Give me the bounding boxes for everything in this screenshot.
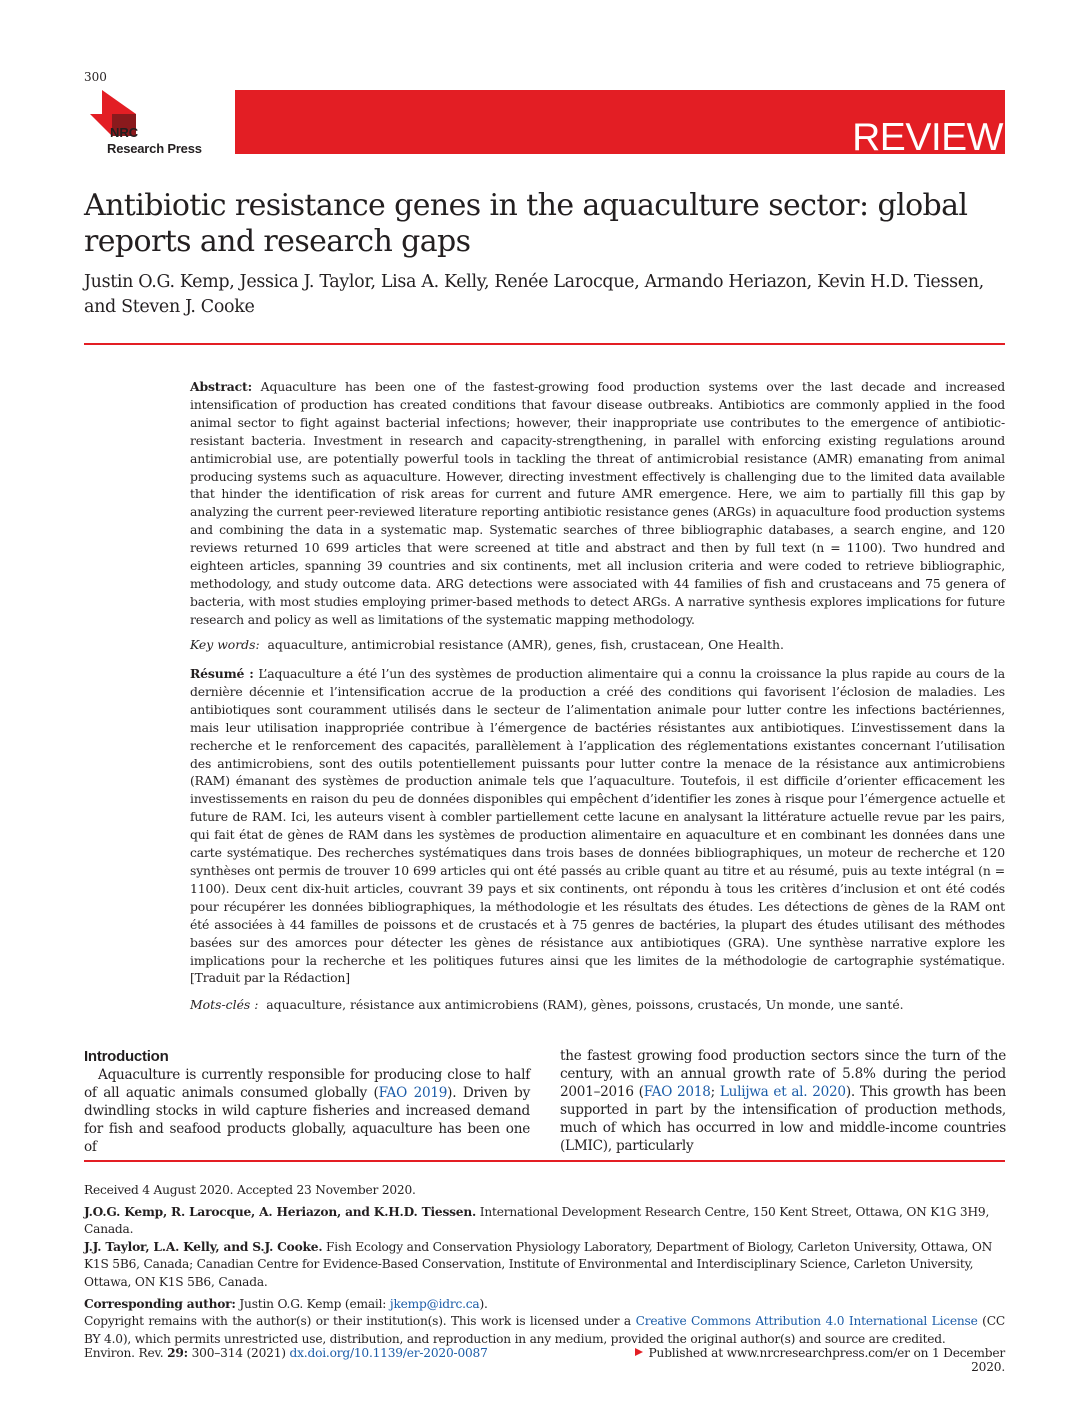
mots-cles-text: aquaculture, résistance aux antimicrobiens (RAM), gènes, poissons, crustacés, Un monde, une santé.	[266, 997, 904, 1012]
keywords	[190, 637, 1005, 652]
intro-text-part: the fastest growing food production sectors since the turn of the century, with an annual growth rate of 5.8% during the period 2001–2016 (	[560, 1048, 1006, 1100]
footnote-divider	[84, 1160, 1005, 1162]
intro-paragraph	[84, 1066, 530, 1156]
article-title: Antibiotic resistance genes in the aquaculture sector: global reports and research gaps	[84, 188, 968, 259]
publisher-name-line2: Research Press	[107, 141, 202, 156]
arrow-icon	[635, 1348, 643, 1356]
author-list: Justin O.G. Kemp, Jessica J. Taylor, Lisa A. Kelly, Renée Larocque, Armando Heriazon, Kevin H.D. Tiessen, and Steven J. Cooke	[84, 272, 984, 317]
copyright-notice	[84, 1313, 1005, 1348]
affiliation-names: J.J. Taylor, L.A. Kelly, and S.J. Cooke.	[84, 1239, 323, 1254]
header-divider	[84, 343, 1005, 345]
copyright-text: (CC BY 4.0), which permits unrestricted use, distribution, and reproduction in any medium, provided the original author(s) and source are credited.	[84, 1314, 1005, 1346]
publication-info	[630, 1346, 1005, 1374]
publisher-name-line1: NRC	[110, 125, 139, 140]
received-dates: Received 4 August 2020. Accepted 23 November 2020.	[84, 1183, 416, 1197]
footnotes	[84, 1182, 1005, 1348]
intro-text-part: ). Driven by dwindling stocks in wild capture fisheries and increased demand for fish and seafood products globally, aquaculture has been one of	[84, 1085, 530, 1155]
corresponding-text: Justin O.G. Kemp (email:	[235, 1296, 390, 1311]
intro-right-column	[560, 1047, 1006, 1155]
doi-link[interactable]: dx.doi.org/10.1139/er-2020-0087	[289, 1346, 488, 1360]
published-text: Published at www.nrcresearchpress.com/er on 1 December 2020.	[648, 1346, 1005, 1374]
affiliation-text: International Development Research Centre, 150 Kent Street, Ottawa, ON K1G 3H9, Canada.	[84, 1204, 990, 1237]
intro-left-column	[84, 1048, 530, 1156]
affiliation-2	[84, 1239, 1005, 1292]
mots-cles-label: Mots-clés :	[190, 997, 259, 1012]
abstract-text: Aquaculture has been one of the fastest-growing food production systems over the last decade and increased intensification of production has created conditions that favour disease outbreaks. Antibiotics are commonly applied in the food animal sector to fight against bacterial infections; however, their inappropriate use contributes to the emergence of antibiotic-resistant bacteria. Investment in research and capacity-strengthening, in parallel with enforcing existing regulations around antimicrobial use, are potentially powerful tools in tackling the threat of antimicrobial resistance (AMR) emanating from animal producing systems such as aquaculture. However, directing investment effectively is challenging due to the limited data available that hinder the identification of risk areas for current and future AMR emergence. Here, we aim to partially fill this gap by analyzing the current peer-reviewed literature reporting antibiotic resistance genes (ARGs) in aquaculture food production systems and combining the data in a systematic map. Systematic searches of three bibliographic databases, a search engine, and 120 reviews returned 10 699 articles that were screened at title and abstract and then by full text (n = 1100). Two hundred and eighteen articles, spanning 39 countries and six continents, met all inclusion criteria and were coded to retrieve bibliographic, methodology, and study outcome data. ARG detections were associated with 44 families of fish and crustaceans and 75 genera of bacteria, with most studies employing primer-based methods to detect ARGs. A narrative synthesis explores implications for future research and policy as well as limitations of the systematic mapping methodology.	[190, 379, 1005, 627]
abstract	[190, 378, 1005, 629]
journal-volume: 29:	[167, 1346, 188, 1360]
resume	[190, 665, 1005, 987]
section-heading-introduction: Introduction	[84, 1048, 169, 1065]
license-link[interactable]: Creative Commons Attribution 4.0 International License	[635, 1314, 978, 1329]
section-banner	[235, 90, 1005, 159]
affiliation-1	[84, 1204, 1005, 1239]
affiliation-names: J.O.G. Kemp, R. Larocque, A. Heriazon, and K.H.D. Tiessen.	[84, 1204, 477, 1219]
journal-pages: 300–314 (2021)	[187, 1346, 290, 1360]
citation-separator: ;	[710, 1084, 720, 1100]
keywords-text: aquaculture, antimicrobial resistance (AMR), genes, fish, crustacean, One Health.	[267, 637, 784, 652]
resume-label: Résumé :	[190, 666, 254, 681]
citation-link[interactable]: FAO 2018	[643, 1084, 711, 1100]
resume-text: L’aquaculture a été l’un des systèmes de production alimentaire qui a connu la croissance la plus rapide au cours de la dernière décennie et l’intensification accrue de la production a créé des conditions qui favorisent l’éclosion de maladies. Les antibiotiques sont couramment utilisés dans le secteur de l’alimentation animale pour lutter contre les infections bactériennes, mais leur utilisation inappropriée contribue à l’émergence de bactéries résistantes aux antibiotiques. L’investissement dans la recherche et le renforcement des capacités, parallèlement à l’application des réglementations existantes concernant l’utilisation des antimicrobiens, sont des outils potentiellement puissants pour lutter contre la menace de la résistance aux antimicrobiens (RAM) émanant des systèmes de production animale tels que l’aquaculture. Toutefois, il est difficile d’orienter efficacement les investissements en raison du peu de données disponibles qui empêchent d’identifier les zones à risque pour l’émergence actuelle et future de RAM. Ici, les auteurs visent à combler partiellement cette lacune en analysant la littérature actuelle revue par les pairs, qui fait état de gènes de RAM dans les systèmes de production alimentaire en aquaculture et en combinant les données dans une carte systématique. Des recherches systématiques dans trois bases de données bibliographiques, un moteur de recherche et 120 synthèses ont permis de trouver 10 699 articles qui ont été passés au crible quant au titre et au résumé, puis au texte intégral (n = 1100). Deux cent dix-huit articles, couvrant 39 pays et six continents, ont répondu à tous les critères d’inclusion et ont été codés pour récupérer les données bibliographiques, la méthodologie et les résultats des études. Les détections de gènes de la RAM ont été associées à 44 familles de poissons et de crustacés et à 75 genres de bactéries, la plupart des études utilisant des méthodes basées sur des amorces pour détecter les gènes de résistance aux antibiotiques (GRA). Une synthèse narrative explore les implications pour la recherche et les politiques futures ainsi que les limites de la méthodologie de cartographie systématique. [Traduit par la Rédaction]	[190, 666, 1005, 986]
intro-text-part: ). This growth has been supported in part by the intensification of production methods, much of which has occurred in low and middle-income countries (LMIC), particularly	[560, 1084, 1006, 1154]
copyright-text: Copyright remains with the author(s) or their institution(s). This work is licensed under a	[84, 1314, 636, 1329]
corresponding-end: ).	[479, 1296, 488, 1311]
journal-citation	[84, 1346, 488, 1360]
mots-cles	[190, 997, 1005, 1012]
affiliation-text: Fish Ecology and Conservation Physiology Laboratory, Department of Biology, Carleton University, Ottawa, ON K1S 5B6, Canada; Canadian Centre for Evidence-Based Conservation, Institute of Environmental and Interdisciplinary Science, Carleton University, Ottawa, ON K1S 5B6, Canada.	[84, 1239, 993, 1289]
keywords-label: Key words:	[190, 637, 260, 652]
page-number: 300	[84, 70, 107, 84]
citation-link[interactable]: Lulijwa et al. 2020	[719, 1084, 846, 1100]
corresponding-author	[84, 1296, 1005, 1314]
intro-text-part: Aquaculture is currently responsible for producing close to half of all aquatic animals consumed globally (	[84, 1067, 530, 1101]
email-link[interactable]: jkemp@idrc.ca	[389, 1296, 480, 1311]
section-label: REVIEW	[852, 116, 1003, 159]
corresponding-label: Corresponding author:	[84, 1296, 236, 1311]
citation-link[interactable]: FAO 2019	[378, 1085, 448, 1101]
abstract-label: Abstract:	[190, 379, 253, 394]
journal-name: Environ. Rev.	[84, 1346, 168, 1360]
